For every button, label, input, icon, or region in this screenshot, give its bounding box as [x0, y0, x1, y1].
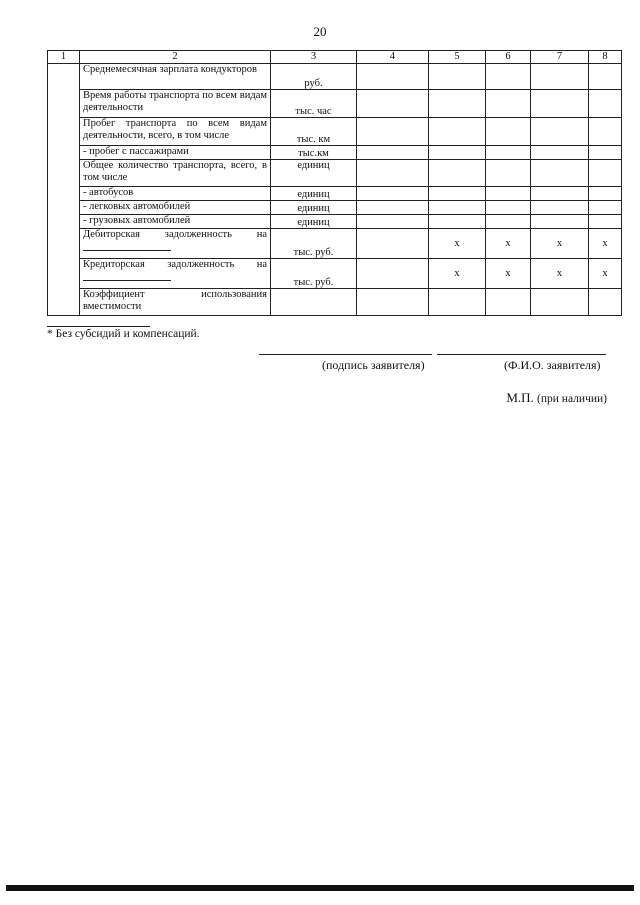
table-row [48, 259, 622, 289]
row-unit: единиц [271, 187, 357, 201]
row-unit: тыс. час [271, 90, 357, 118]
row-label: Среднемесячная зарплата кондукторов [80, 64, 271, 90]
value-cell: х [486, 259, 531, 289]
value-cell: х [531, 229, 589, 259]
value-cell [589, 215, 622, 229]
table-row [48, 201, 622, 215]
table-header-cell: 3 [271, 51, 357, 64]
value-cell [486, 289, 531, 316]
table-header-cell: 7 [531, 51, 589, 64]
value-cell [589, 146, 622, 160]
value-cell [486, 201, 531, 215]
value-cell [429, 201, 486, 215]
indicators-table [47, 50, 622, 316]
row-label [80, 229, 271, 259]
table-header-row [48, 51, 622, 64]
row-label: Коэффициент использования вместимости [80, 289, 271, 316]
value-cell [486, 160, 531, 187]
table-header-cell: 8 [589, 51, 622, 64]
value-cell [531, 215, 589, 229]
table-row [48, 118, 622, 146]
table-row [48, 289, 622, 316]
footnote: * Без субсидий и компенсаций. [47, 328, 200, 340]
value-cell [589, 289, 622, 316]
value-cell [357, 64, 429, 90]
row-label: Время работы транспорта по всем видам деятельности [80, 90, 271, 118]
value-cell [486, 187, 531, 201]
value-cell: х [486, 229, 531, 259]
value-cell [589, 201, 622, 215]
value-cell [589, 90, 622, 118]
value-cell [357, 160, 429, 187]
value-cell [486, 118, 531, 146]
date-blank-line [83, 241, 171, 251]
page-number: 20 [313, 24, 327, 39]
value-cell [589, 160, 622, 187]
row-label: - легковых автомобилей [80, 201, 271, 215]
value-cell [357, 201, 429, 215]
value-cell [357, 187, 429, 201]
value-cell [429, 90, 486, 118]
row-label: Общее количество транспорта, всего, в том числе [80, 160, 271, 187]
table-row [48, 215, 622, 229]
signature-line [259, 354, 432, 355]
table-header-cell: 1 [48, 51, 80, 64]
value-cell: х [589, 229, 622, 259]
footnote-divider [47, 326, 150, 327]
row-unit: единиц [271, 201, 357, 215]
value-cell [357, 259, 429, 289]
row-unit: тыс. км [271, 118, 357, 146]
signature-caption: (подпись заявителя) [322, 358, 425, 372]
value-cell: х [429, 229, 486, 259]
row-unit: тыс.км [271, 146, 357, 160]
row-label-text: Кредиторская задолженность на [83, 259, 267, 270]
date-blank-line [83, 271, 171, 281]
value-cell [429, 64, 486, 90]
value-cell [531, 160, 589, 187]
value-cell [429, 160, 486, 187]
table-row [48, 229, 622, 259]
table-row [48, 146, 622, 160]
stamp-label: М.П. [506, 390, 534, 405]
value-cell [357, 90, 429, 118]
row-number-cell [48, 64, 80, 316]
name-line [437, 354, 606, 355]
page-bottom-bar [6, 885, 634, 891]
value-cell [429, 187, 486, 201]
value-cell [531, 146, 589, 160]
value-cell [357, 215, 429, 229]
row-label: - пробег с пассажирами [80, 146, 271, 160]
table-row [48, 64, 622, 90]
row-label: - автобусов [80, 187, 271, 201]
value-cell [486, 64, 531, 90]
table-row [48, 90, 622, 118]
value-cell [357, 229, 429, 259]
row-unit: единиц [271, 160, 357, 187]
value-cell [357, 118, 429, 146]
row-label: Пробег транспорта по всем видам деятельности, всего, в том числе [80, 118, 271, 146]
table-header-cell: 6 [486, 51, 531, 64]
value-cell [531, 187, 589, 201]
value-cell [589, 64, 622, 90]
value-cell [429, 146, 486, 160]
value-cell [531, 201, 589, 215]
value-cell [357, 146, 429, 160]
value-cell [429, 289, 486, 316]
value-cell: х [589, 259, 622, 289]
value-cell [486, 146, 531, 160]
table-header-cell: 2 [80, 51, 271, 64]
row-unit: тыс. руб. [271, 259, 357, 289]
row-unit: единиц [271, 215, 357, 229]
row-unit [271, 289, 357, 316]
value-cell [589, 118, 622, 146]
name-caption: (Ф.И.О. заявителя) [504, 358, 601, 372]
value-cell [531, 64, 589, 90]
value-cell [429, 118, 486, 146]
row-label: - грузовых автомобилей [80, 215, 271, 229]
value-cell: х [531, 259, 589, 289]
value-cell: х [429, 259, 486, 289]
value-cell [589, 187, 622, 201]
row-label-text: Дебиторская задолженность на [83, 229, 267, 240]
table-row [48, 187, 622, 201]
value-cell [531, 90, 589, 118]
table-header-cell: 4 [357, 51, 429, 64]
stamp-place [506, 390, 607, 406]
value-cell [486, 215, 531, 229]
value-cell [486, 90, 531, 118]
stamp-note: (при наличии) [537, 393, 607, 405]
value-cell [531, 118, 589, 146]
value-cell [357, 289, 429, 316]
row-unit: руб. [271, 64, 357, 90]
value-cell [531, 289, 589, 316]
table-row [48, 160, 622, 187]
value-cell [429, 215, 486, 229]
row-unit: тыс. руб. [271, 229, 357, 259]
table-header-cell: 5 [429, 51, 486, 64]
row-label [80, 259, 271, 289]
